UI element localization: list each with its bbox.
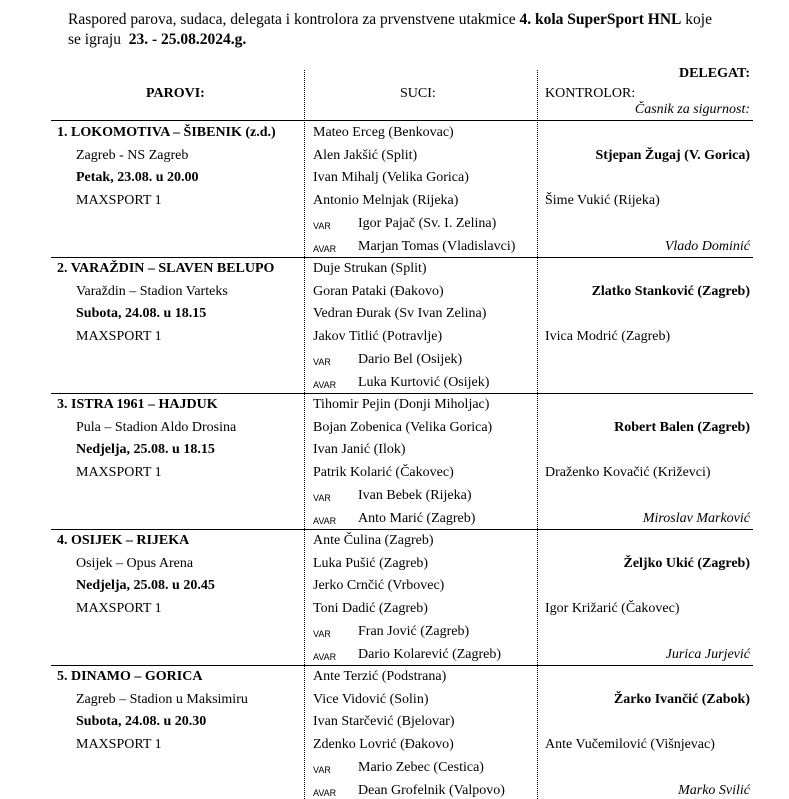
referee-name: Ivan Mihalj (Velika Gorica) <box>313 170 469 186</box>
match-venue: Osijek – Opus Arena <box>76 555 194 571</box>
row-divider <box>51 529 753 530</box>
referee-name: Jakov Titlić (Potravlje) <box>313 329 443 345</box>
referee-name: Vice Vidović (Solin) <box>313 691 429 707</box>
var-referee: Igor Pajač (Sv. I. Zelina) <box>358 215 497 231</box>
referee-name: Jerko Crnčić (Vrbovec) <box>313 578 445 594</box>
match-broadcaster: MAXSPORT 1 <box>76 601 162 617</box>
avar-referee: Luka Kurtović (Osijek) <box>358 374 490 390</box>
var-referee: Mario Zebec (Cestica) <box>358 759 484 775</box>
security-officer: Vlado Dominić <box>664 238 750 254</box>
row-divider <box>51 393 753 394</box>
referee-name: Ivan Janić (Ilok) <box>313 442 406 458</box>
match-venue: Zagreb - NS Zagreb <box>76 147 189 163</box>
match-title: 2. VARAŽDIN – SLAVEN BELUPO <box>57 261 275 276</box>
referee-name: Ante Čulina (Zagreb) <box>313 533 434 548</box>
match-title: 3. ISTRA 1961 – HAJDUK <box>57 397 218 412</box>
security-officer: Miroslav Marković <box>642 510 750 526</box>
column-divider <box>304 70 305 799</box>
delegate-name: Žarko Ivančić (Zabok) <box>613 691 750 707</box>
referee-name: Mateo Erceg (Benkovac) <box>313 125 454 140</box>
var-referee: Fran Jović (Zagreb) <box>358 623 470 639</box>
var-label: VAR <box>313 356 331 367</box>
match-title: 1. LOKOMOTIVA – ŠIBENIK (z.d.) <box>57 125 276 140</box>
match-venue: Pula – Stadion Aldo Drosina <box>76 419 237 435</box>
match-datetime: Subota, 24.08. u 18.15 <box>76 306 207 322</box>
round-name: 4. kola SuperSport HNL <box>519 11 682 28</box>
match-datetime: Petak, 23.08. u 20.00 <box>76 170 199 186</box>
var-referee: Ivan Bebek (Rijeka) <box>358 487 472 503</box>
avar-label: AVAR <box>313 787 337 798</box>
intro-text: Raspored parova, sudaca, delegata i kontrolora za prvenstvene utakmice <box>68 11 516 28</box>
avar-label: AVAR <box>313 515 337 526</box>
col-header-delegate: DELEGAT: <box>678 66 750 81</box>
controller-name: Ivica Modrić (Zagreb) <box>545 329 671 345</box>
delegate-name: Stjepan Žugaj (V. Gorica) <box>595 147 750 163</box>
referee-name: Zdenko Lovrić (Đakovo) <box>313 737 454 753</box>
dates-prefix: se igraju <box>68 31 121 48</box>
referee-name: Tihomir Pejin (Donji Miholjac) <box>313 397 490 412</box>
avar-label: AVAR <box>313 379 337 390</box>
referee-name: Duje Strukan (Split) <box>313 261 427 276</box>
var-label: VAR <box>313 492 331 503</box>
document-intro <box>68 10 768 50</box>
col-header-controller: KONTROLOR: <box>545 86 636 101</box>
header-rule <box>51 120 753 121</box>
delegate-name: Zlatko Stanković (Zagreb) <box>591 283 750 299</box>
referee-name: Toni Dadić (Zagreb) <box>313 601 428 617</box>
var-referee: Dario Bel (Osijek) <box>358 351 463 367</box>
var-label: VAR <box>313 220 331 231</box>
controller-name: Igor Križarić (Čakovec) <box>545 601 680 617</box>
referee-name: Antonio Melnjak (Rijeka) <box>313 193 459 209</box>
column-divider <box>537 70 538 799</box>
col-header-pairs: PAROVI: <box>146 86 205 101</box>
match-datetime: Nedjelja, 25.08. u 20.45 <box>76 578 215 594</box>
row-divider <box>51 665 753 666</box>
match-venue: Varaždin – Stadion Varteks <box>76 283 228 299</box>
col-header-referees: SUCI: <box>400 86 436 101</box>
row-divider <box>51 257 753 258</box>
var-label: VAR <box>313 628 331 639</box>
avar-referee: Marjan Tomas (Vladislavci) <box>358 238 516 254</box>
referee-name: Luka Pušić (Zagreb) <box>313 555 429 571</box>
security-officer: Jurica Jurjević <box>665 646 750 662</box>
referee-name: Goran Pataki (Đakovo) <box>313 283 444 299</box>
avar-referee: Dean Grofelnik (Valpovo) <box>358 782 505 798</box>
dates: 23. - 25.08.2024.g. <box>128 31 247 48</box>
referee-name: Patrik Kolarić (Čakovec) <box>313 465 454 481</box>
col-header-security: Časnik za sigurnost: <box>634 102 750 117</box>
avar-label: AVAR <box>313 243 337 254</box>
match-broadcaster: MAXSPORT 1 <box>76 193 162 209</box>
var-label: VAR <box>313 764 331 775</box>
security-officer: Marko Svilić <box>678 782 750 798</box>
referee-name: Vedran Đurak (Sv Ivan Zelina) <box>313 306 487 322</box>
intro-tail: koje <box>685 11 712 28</box>
delegate-name: Željko Ukić (Zagreb) <box>623 555 750 571</box>
controller-name: Ante Vučemilović (Višnjevac) <box>545 737 715 753</box>
match-datetime: Nedjelja, 25.08. u 18.15 <box>76 442 215 458</box>
controller-name: Šime Vukić (Rijeka) <box>545 193 660 209</box>
referee-name: Alen Jakšić (Split) <box>313 147 418 163</box>
match-title: 4. OSIJEK – RIJEKA <box>57 533 190 548</box>
referee-name: Ivan Starčević (Bjelovar) <box>313 714 455 730</box>
match-broadcaster: MAXSPORT 1 <box>76 465 162 481</box>
avar-label: AVAR <box>313 651 337 662</box>
match-broadcaster: MAXSPORT 1 <box>76 329 162 345</box>
match-datetime: Subota, 24.08. u 20.30 <box>76 714 207 730</box>
match-venue: Zagreb – Stadion u Maksimiru <box>76 691 248 707</box>
controller-name: Draženko Kovačić (Križevci) <box>545 465 711 481</box>
referee-name: Ante Terzić (Podstrana) <box>313 669 447 684</box>
avar-referee: Anto Marić (Zagreb) <box>358 510 476 526</box>
match-broadcaster: MAXSPORT 1 <box>76 737 162 753</box>
referee-name: Bojan Zobenica (Velika Gorica) <box>313 419 493 435</box>
delegate-name: Robert Balen (Zagreb) <box>614 419 750 435</box>
match-title: 5. DINAMO – GORICA <box>57 669 203 684</box>
avar-referee: Dario Kolarević (Zagreb) <box>358 646 502 662</box>
